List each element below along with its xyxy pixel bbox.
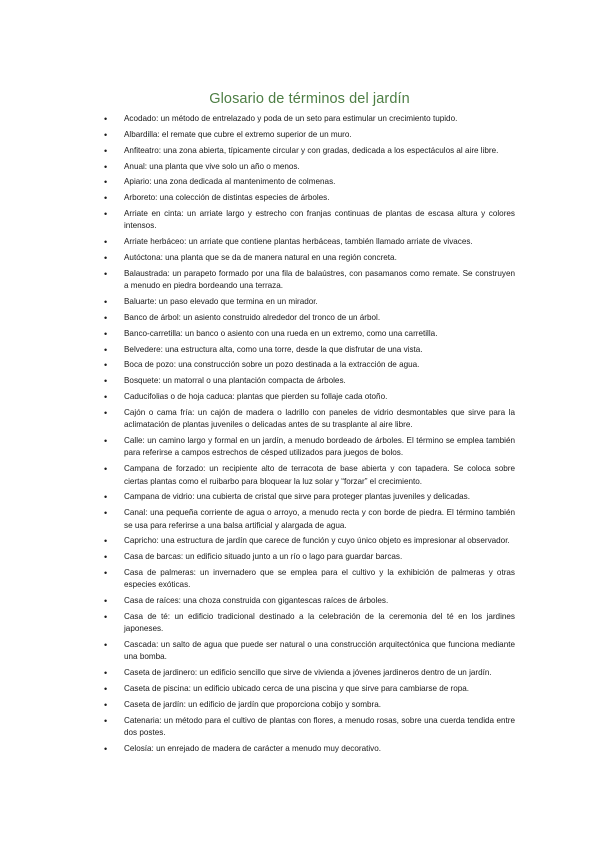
bullet-icon: • bbox=[104, 297, 108, 308]
bullet-icon: • bbox=[104, 129, 108, 140]
list-item bbox=[104, 176, 515, 188]
bullet-icon: • bbox=[104, 145, 108, 156]
bullet-icon: • bbox=[104, 209, 108, 220]
bullet-icon: • bbox=[104, 376, 108, 387]
glossary-entry-text: Casa de barcas: un edificio situado junto a un río o lago para guardar barcas. bbox=[124, 552, 403, 562]
bullet-icon: • bbox=[104, 552, 108, 563]
bullet-icon: • bbox=[104, 536, 108, 547]
bullet-icon: • bbox=[104, 177, 108, 188]
glossary-entry-text: Campana de forzado: un recipiente alto de terracota de base abierta y con tapadera. Se coloca sobre ciertas plantas como el ruibarbo para bloquear la luz solar y “forzar” el crecimiento. bbox=[124, 464, 515, 486]
glossary-entry-text: Apiario: una zona dedicada al mantenimento de colmenas. bbox=[124, 177, 336, 187]
bullet-icon: • bbox=[104, 668, 108, 679]
glossary-entry-text: Baluarte: un paso elevado que termina en un mirador. bbox=[124, 297, 318, 307]
bullet-icon: • bbox=[104, 360, 108, 371]
list-item bbox=[104, 463, 515, 488]
list-item bbox=[104, 407, 515, 432]
glossary-entry-text: Boca de pozo: una construcción sobre un pozo destinada a la extracción de agua. bbox=[124, 360, 420, 370]
glossary-entry-text: Canal: una pequeña corriente de agua o arroyo, a menudo recta y con borde de piedra. El término también se usa para referirse a una balsa artificial y alargada de agua. bbox=[124, 508, 515, 530]
bullet-icon: • bbox=[104, 684, 108, 695]
glossary-entry-text: Anfiteatro: una zona abierta, típicamente circular y con gradas, dedicada a los espectáculos al aire libre. bbox=[124, 145, 499, 155]
list-item bbox=[104, 551, 515, 563]
glossary-entry-text: Casa de raíces: una choza construida con gigantescas raíces de árboles. bbox=[124, 596, 389, 606]
glossary-entry-text: Bosquete: un matorral o una plantación compacta de árboles. bbox=[124, 376, 346, 386]
list-item bbox=[104, 328, 515, 340]
list-item bbox=[104, 535, 515, 547]
glossary-entry-text: Cajón o cama fría: un cajón de madera o ladrillo con paneles de vidrio desmontables que sirve para la aclimatación de plantas juveniles o delicadas antes de su trasplante al aire libre. bbox=[124, 407, 515, 430]
list-item bbox=[104, 268, 515, 293]
bullet-icon: • bbox=[104, 407, 108, 418]
glossary-entry-text: Albardilla: el remate que cubre el extremo superior de un muro. bbox=[124, 129, 352, 139]
list-item bbox=[104, 208, 515, 233]
bullet-icon: • bbox=[104, 253, 108, 264]
glossary-entry-text: Arriate herbáceo: un arriate que contiene plantas herbáceas, también llamado arriate de vivaces. bbox=[124, 237, 473, 247]
list-item bbox=[104, 252, 515, 264]
bullet-icon: • bbox=[104, 237, 108, 248]
list-item bbox=[104, 161, 515, 173]
page-title: Glosario de términos del jardín bbox=[209, 91, 410, 107]
list-item bbox=[104, 491, 515, 503]
list-item bbox=[104, 699, 515, 711]
glossary-entry-text: Balaustrada: un parapeto formado por una fila de balaústres, con pasamanos como remate. Se construyen a menudo en piedra bordeando una terraza. bbox=[124, 268, 515, 291]
glossary-entry-text: Acodado: un método de entrelazado y poda de un seto para estimular un crecimiento tupido. bbox=[124, 114, 458, 123]
list-item bbox=[104, 391, 515, 403]
glossary-entry-text: Casa de té: un edificio tradicional destinado a la celebración de la ceremonia del té en los jardines japoneses. bbox=[124, 612, 515, 634]
bullet-icon: • bbox=[104, 114, 108, 124]
glossary-entry-text: Campana de vidrio: una cubierta de cristal que sirve para proteger plantas juveniles y delicadas. bbox=[124, 492, 470, 502]
bullet-icon: • bbox=[104, 699, 108, 710]
list-item bbox=[104, 145, 515, 157]
list-item bbox=[104, 715, 515, 740]
list-item bbox=[104, 667, 515, 679]
list-item bbox=[104, 683, 515, 695]
list-item bbox=[104, 507, 515, 532]
list-item bbox=[104, 743, 515, 755]
glossary-list bbox=[104, 113, 515, 755]
bullet-icon: • bbox=[104, 492, 108, 503]
bullet-icon: • bbox=[104, 193, 108, 204]
list-item bbox=[104, 129, 515, 141]
glossary-entry-text: Cascada: un salto de agua que puede ser natural o una construcción arquitectónica que funciona mediante una bomba. bbox=[124, 640, 515, 662]
list-item bbox=[104, 312, 515, 324]
list-item bbox=[104, 344, 515, 356]
bullet-icon: • bbox=[104, 640, 108, 651]
glossary-entry-text: Arriate en cinta: un arriate largo y estrecho con franjas continuas de plantas de escasa altura y colores intensos. bbox=[124, 209, 515, 231]
list-item bbox=[104, 113, 515, 125]
glossary-entry-text: Caseta de piscina: un edificio ubicado cerca de una piscina y que sirve para cambiarse de ropa. bbox=[124, 684, 470, 694]
list-item bbox=[104, 359, 515, 371]
glossary-entry-text: Catenaria: un método para el cultivo de plantas con flores, a menudo rosas, sobre una cuerda tendida entre dos postes. bbox=[124, 715, 515, 738]
list-item bbox=[104, 375, 515, 387]
bullet-icon: • bbox=[104, 328, 108, 339]
glossary-entry-text: Calle: un camino largo y formal en un jardín, a menudo bordeado de árboles. El término se emplea también para referirse a campos estrechos de césped utilizados para juegos de bolos. bbox=[124, 436, 515, 458]
list-item bbox=[104, 435, 515, 460]
bullet-icon: • bbox=[104, 344, 108, 355]
list-item bbox=[104, 236, 515, 248]
glossary-entry-text: Caseta de jardinero: un edificio sencillo que sirve de vivienda a jóvenes jardineros dentro de un jardín. bbox=[124, 668, 492, 678]
glossary-entry-text: Banco-carretilla: un banco o asiento con una rueda en un extremo, como una carretilla. bbox=[124, 328, 438, 338]
glossary-entry-text: Capricho: una estructura de jardín que carece de función y cuyo único objeto es impresionar al observador. bbox=[124, 536, 510, 546]
glossary-entry-text: Casa de palmeras: un invernadero que se emplea para el cultivo y la exhibición de palmeras y otras especies exóticas. bbox=[124, 568, 515, 590]
bullet-icon: • bbox=[104, 596, 108, 607]
list-item bbox=[104, 595, 515, 607]
glossary-entry-text: Caducifolias o de hoja caduca: plantas que pierden su follaje cada otoño. bbox=[124, 392, 388, 402]
glossary-entry-text: Belvedere: una estructura alta, como una torre, desde la que disfrutar de una vista. bbox=[124, 344, 423, 354]
bullet-icon: • bbox=[104, 392, 108, 403]
list-item bbox=[104, 639, 515, 664]
bullet-icon: • bbox=[104, 715, 108, 726]
bullet-icon: • bbox=[104, 568, 108, 579]
bullet-icon: • bbox=[104, 508, 108, 519]
list-item bbox=[104, 296, 515, 308]
list-item bbox=[104, 611, 515, 636]
glossary-entry-text: Caseta de jardín: un edificio de jardín que proporciona cobijo y sombra. bbox=[124, 699, 381, 709]
bullet-icon: • bbox=[104, 161, 108, 172]
bullet-icon: • bbox=[104, 268, 108, 279]
glossary-entry-text: Banco de árbol: un asiento construido alrededor del tronco de un árbol. bbox=[124, 312, 381, 322]
glossary-entry-text: Anual: una planta que vive solo un año o menos. bbox=[124, 161, 300, 171]
glossary-entry-text: Arboreto: una colección de distintas especies de árboles. bbox=[124, 193, 330, 203]
glossary-entry-text: Celosía: un enrejado de madera de carácter a menudo muy decorativo. bbox=[124, 743, 381, 753]
list-item bbox=[104, 567, 515, 592]
glossary-entry-text: Autóctona: una planta que se da de manera natural en una región concreta. bbox=[124, 253, 397, 263]
bullet-icon: • bbox=[104, 743, 108, 754]
bullet-icon: • bbox=[104, 312, 108, 323]
bullet-icon: • bbox=[104, 436, 108, 447]
list-item bbox=[104, 192, 515, 204]
bullet-icon: • bbox=[104, 612, 108, 623]
bullet-icon: • bbox=[104, 464, 108, 475]
